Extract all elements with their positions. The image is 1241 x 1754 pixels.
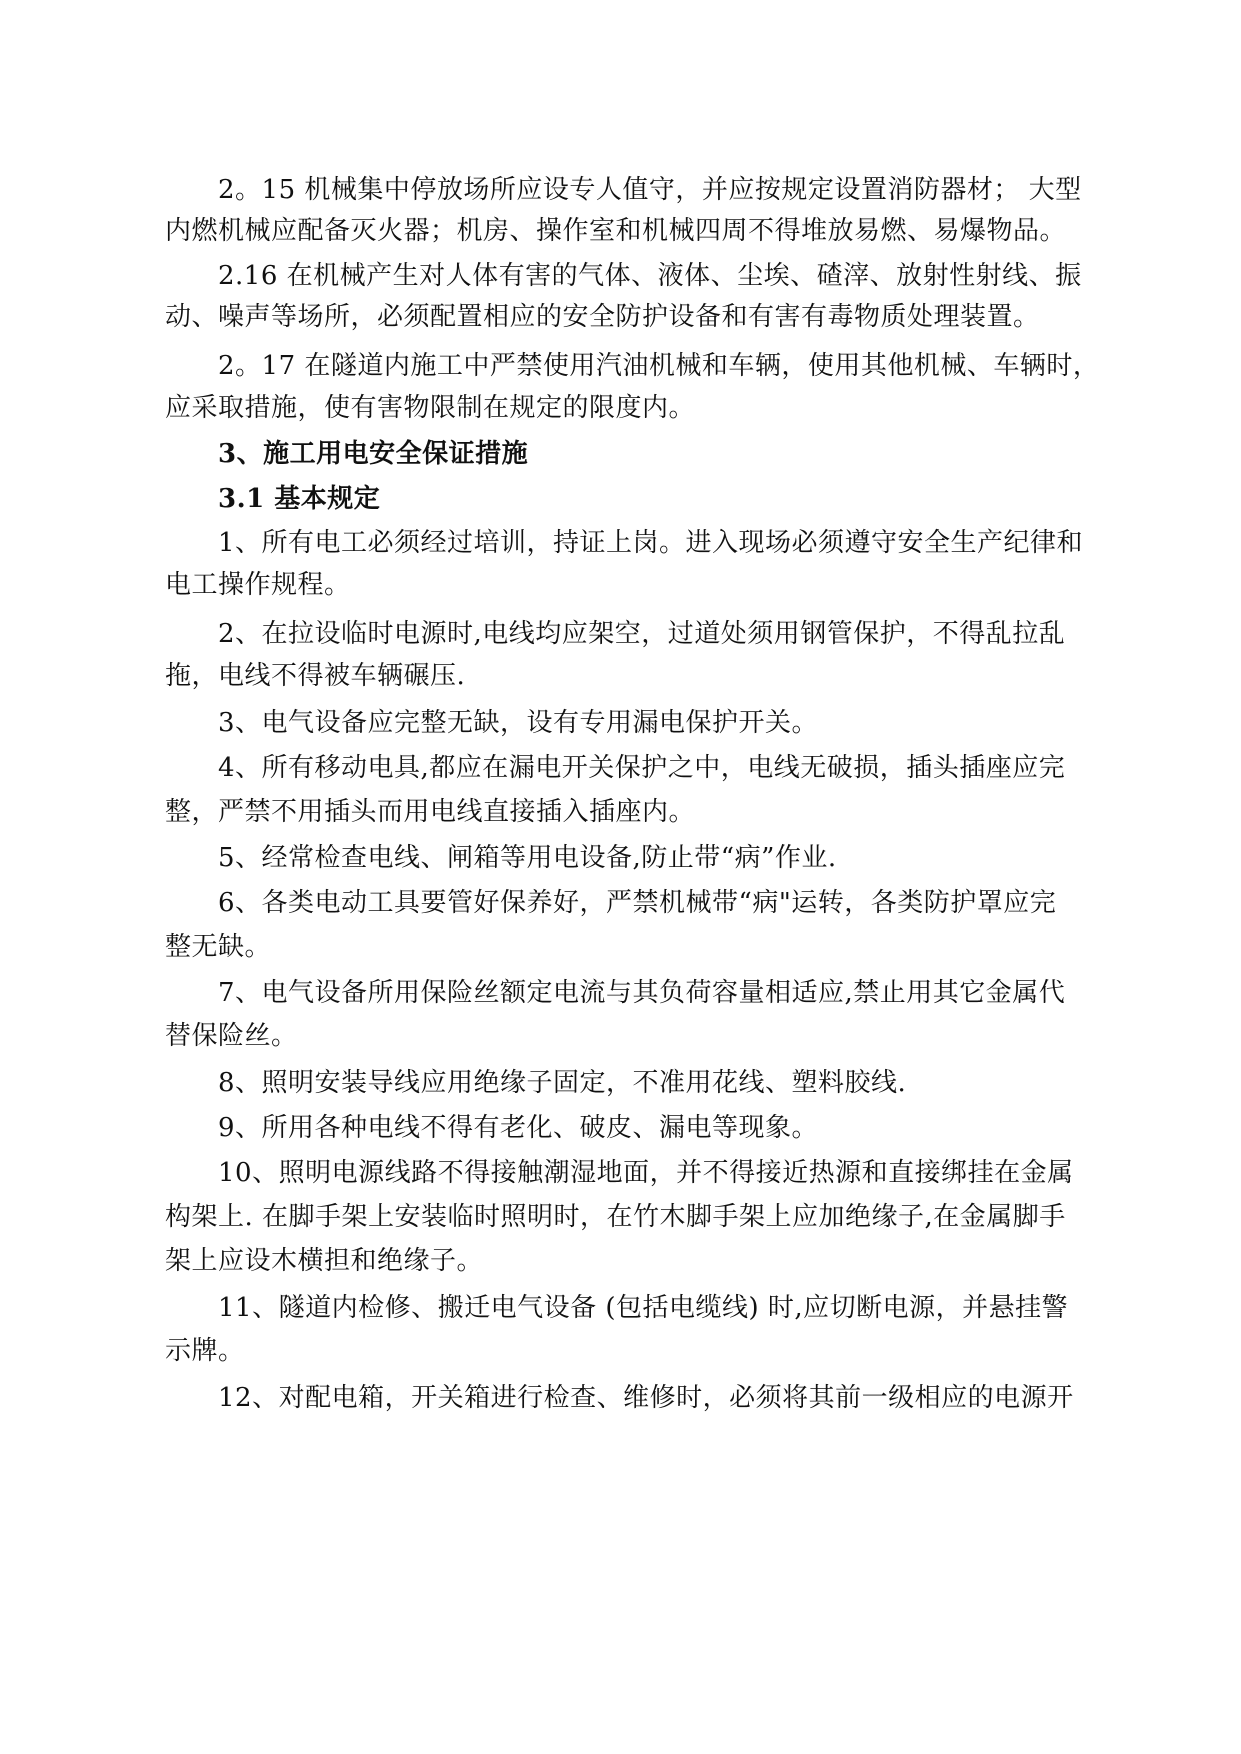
rule-2-line-2: 拖，电线不得被车辆碾压. bbox=[165, 661, 466, 691]
rule-1-line-2: 电工操作规程。 bbox=[165, 570, 351, 600]
rule-9: 9、所用各种电线不得有老化、破皮、漏电等现象。 bbox=[218, 1113, 819, 1143]
paragraph-2-17-line-1: 2。17 在隧道内施工中严禁使用汽油机械和车辆，使用其他机械、车辆时， bbox=[218, 351, 1100, 381]
rule-8: 8、照明安装导线应用绝缘子固定，不准用花线、塑料胶线. bbox=[218, 1068, 907, 1098]
rule-3: 3、电气设备应完整无缺，设有专用漏电保护开关。 bbox=[218, 708, 819, 738]
paragraph-2-15-line-2: 内燃机械应配备灭火器；机房、操作室和机械四周不得堆放易燃、易爆物品。 bbox=[165, 216, 1067, 246]
rule-7-line-1: 7、电气设备所用保险丝额定电流与其负荷容量相适应,禁止用其它金属代 bbox=[218, 978, 1066, 1008]
rule-10-line-1: 10、照明电源线路不得接触潮湿地面，并不得接近热源和直接绑挂在金属 bbox=[218, 1158, 1074, 1188]
rule-11-line-2: 示牌。 bbox=[165, 1336, 245, 1366]
paragraph-2-16-line-2: 动、噪声等场所，必须配置相应的安全防护设备和有害有毒物质处理装置。 bbox=[165, 302, 1040, 332]
paragraph-2-15-line-1: 2。15 机械集中停放场所应设专人值守，并应按规定设置消防器材； 大型 bbox=[218, 175, 1082, 205]
rule-6-line-1: 6、各类电动工具要管好保养好，严禁机械带“病"运转，各类防护罩应完 bbox=[218, 888, 1057, 918]
rule-5: 5、经常检查电线、闸箱等用电设备,防止带“病”作业. bbox=[218, 843, 837, 873]
paragraph-2-17-line-2: 应采取措施，使有害物限制在规定的限度内。 bbox=[165, 393, 696, 423]
rule-11-line-1: 11、隧道内检修、搬迁电气设备 (包括电缆线) 时,应切断电源，并悬挂警 bbox=[218, 1293, 1069, 1323]
rule-2-line-1: 2、在拉设临时电源时,电线均应架空，过道处须用钢管保护，不得乱拉乱 bbox=[218, 619, 1066, 649]
rule-7-line-2: 替保险丝。 bbox=[165, 1021, 298, 1051]
rule-10-line-2: 构架上. 在脚手架上安装临时照明时，在竹木脚手架上应加绝缘子,在金属脚手 bbox=[165, 1202, 1066, 1232]
rule-12-line-1: 12、对配电箱，开关箱进行检查、维修时，必须将其前一级相应的电源开 bbox=[218, 1383, 1074, 1413]
rule-4-line-1: 4、所有移动电具,都应在漏电开关保护之中，电线无破损，插头插座应完 bbox=[218, 753, 1066, 783]
subsection-heading-3-1: 3.1 基本规定 bbox=[218, 484, 381, 514]
paragraph-2-16-line-1: 2.16 在机械产生对人体有害的气体、液体、尘埃、碴滓、放射性射线、振 bbox=[218, 261, 1082, 291]
rule-4-line-2: 整，严禁不用插头而用电线直接插入插座内。 bbox=[165, 797, 696, 827]
rule-1-line-1: 1、所有电工必须经过培训，持证上岗。进入现场必须遵守安全生产纪律和 bbox=[218, 528, 1084, 558]
section-heading-3: 3、施工用电安全保证措施 bbox=[218, 439, 529, 469]
rule-10-line-3: 架上应设木横担和绝缘子。 bbox=[165, 1246, 484, 1276]
rule-6-line-2: 整无缺。 bbox=[165, 932, 272, 962]
